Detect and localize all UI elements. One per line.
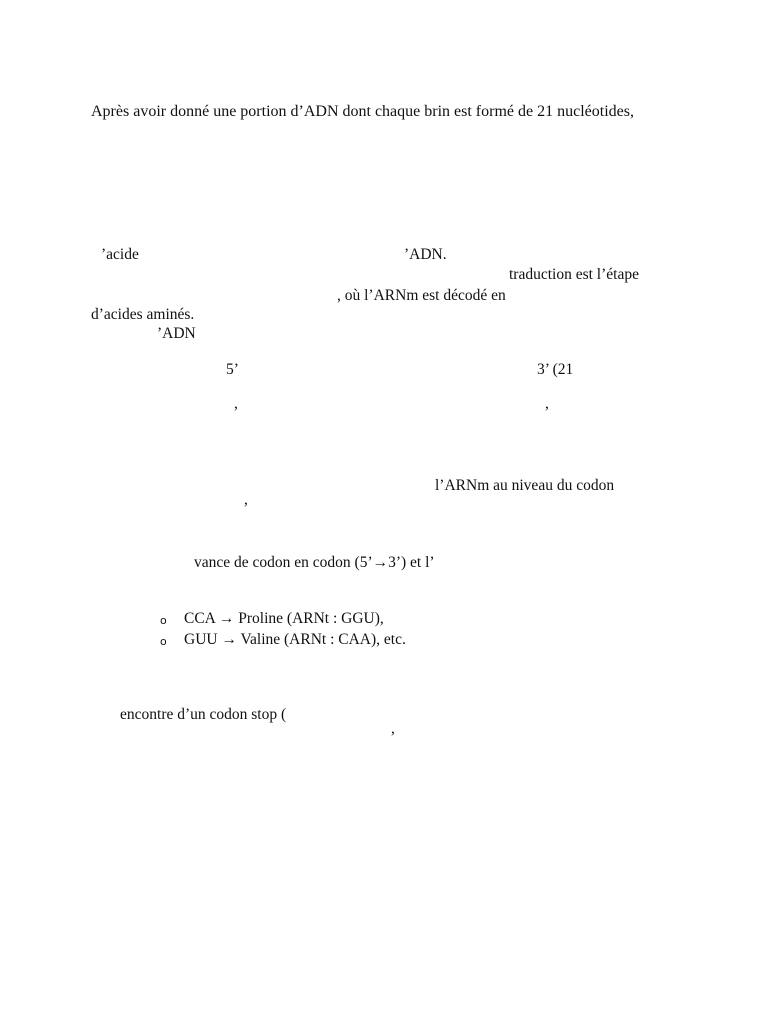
list-bullet: o [160, 614, 167, 627]
list-item: CCA → Proline (ARNt : GGU), [184, 610, 384, 627]
list-bullet: o [160, 635, 167, 648]
text-fragment: , où l’ARNm est décodé en [337, 287, 506, 304]
text-fragment: encontre d’un codon stop ( [120, 706, 287, 723]
text-fragment: , [244, 491, 248, 508]
text-fragment: vance de codon en codon (5’→3’) et l’ [194, 554, 435, 571]
text-fragment: , [391, 720, 395, 737]
text-fragment: traduction est l’étape [509, 266, 639, 283]
list-item: GUU → Valine (ARNt : CAA), etc. [184, 631, 406, 648]
text-fragment: , [545, 395, 549, 412]
text-fragment: , [234, 395, 238, 412]
text-fragment: d’acides aminés. [91, 306, 195, 323]
text-fragment: ’ADN. [404, 246, 447, 263]
text-fragment: l’ARNm au niveau du codon [435, 477, 615, 494]
text-fragment: ’ADN [157, 325, 196, 342]
text-fragment: ’acide [101, 246, 139, 263]
intro-line: Après avoir donné une portion d’ADN dont chaque brin est formé de 21 nucléotides, [91, 103, 634, 120]
text-fragment: 3’ (21 [537, 361, 574, 378]
text-fragment: 5’ [226, 361, 239, 378]
